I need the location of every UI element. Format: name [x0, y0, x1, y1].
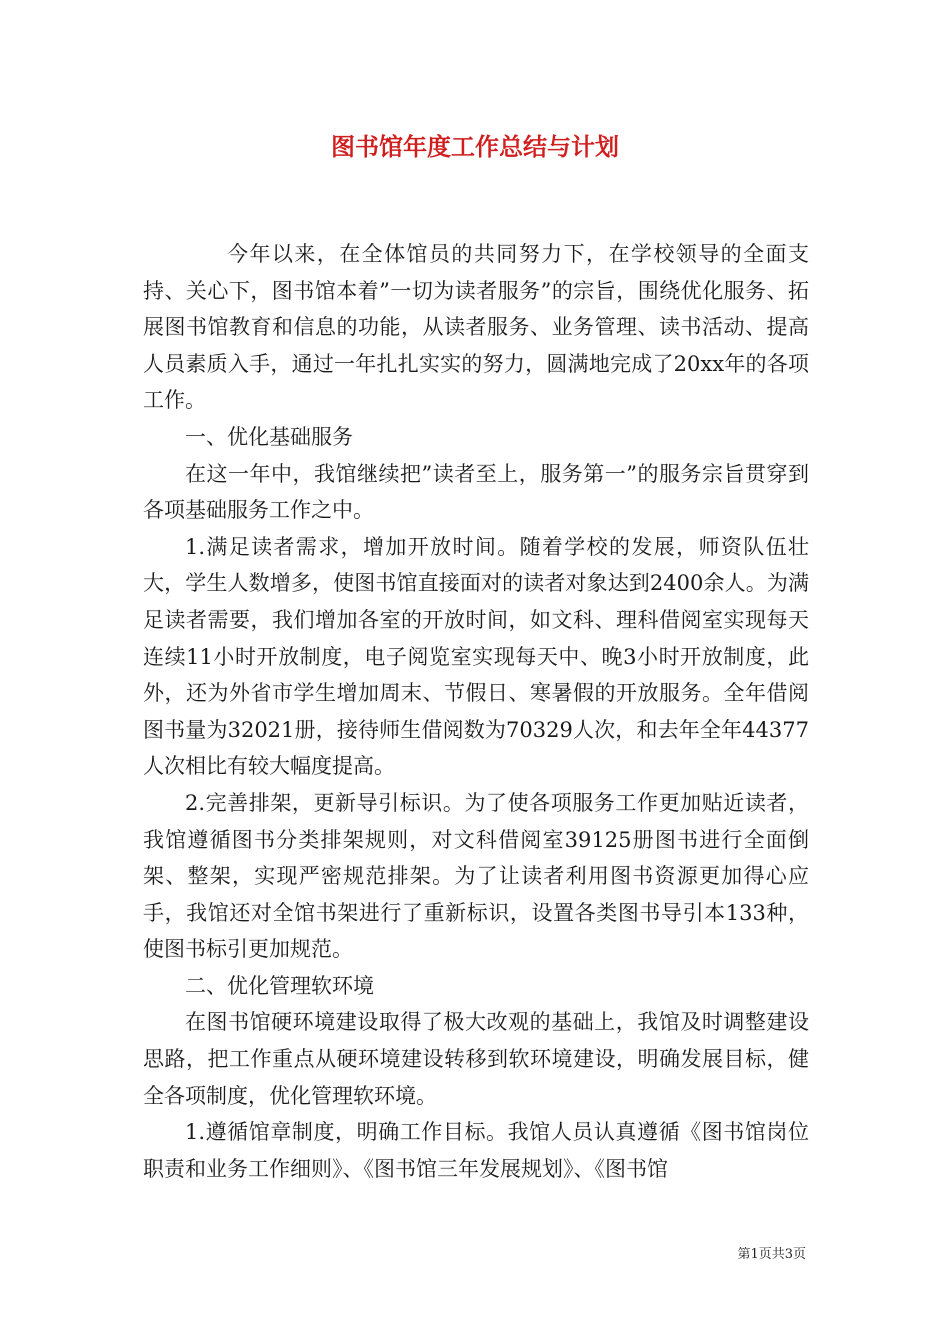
paragraph-item-1-2: 2.完善排架，更新导引标识。为了使各项服务工作更加贴近读者，我馆遵循图书分类排架规则，对文科借阅室39125册图书进行全面倒架、整架，实现严密规范排架。为了让读者利用图书资源更加得心应手，我馆还对全馆书架进行了重新标识，设置各类图书导引本133种，使图书标引更加规范。: [143, 790, 809, 962]
paragraph-section-1-intro: 在这一年中，我馆继续把”读者至上，服务第一”的服务宗旨贯穿到各项基础服务工作之中。: [143, 461, 809, 523]
paragraph-section-2-intro: 在图书馆硬环境建设取得了极大改观的基础上，我馆及时调整建设思路，把工作重点从硬环境建设转移到软环境建设，明确发展目标，健全各项制度，优化管理软环境。: [143, 1010, 809, 1108]
document-title: 图书馆年度工作总结与计划: [331, 132, 619, 161]
paragraph-item-2-1: 1.遵循馆章制度，明确工作目标。我馆人员认真遵循《图书馆岗位职责和业务工作细则》、《图书馆三年发展规划》、《图书馆: [143, 1120, 809, 1181]
paragraph-intro: 今年以来，在全体馆员的共同努力下，在学校领导的全面支持、关心下，图书馆本着”一切为读者服务”的宗旨，围绕优化服务、拓展图书馆教育和信息的功能，从读者服务、业务管理、读书活动、提高人员素质入手，通过一年扎扎实实的努力，圆满地完成了20xx年的各项工作。: [143, 242, 809, 413]
page-number-footer: 第1页共3页: [737, 1247, 806, 1262]
section-heading-1: 一、优化基础服务: [185, 424, 353, 449]
paragraph-item-1-1: 1.满足读者需求，增加开放时间。随着学校的发展，师资队伍壮大，学生人数增多，使图书馆直接面对的读者对象达到2400余人。为满足读者需要，我们增加各室的开放时间，如文科、理科借阅室实现每天连续11小时开放制度，电子阅览室实现每天中、晚3小时开放制度，此外，还为外省市学生增加周末、节假日、寒暑假的开放服务。全年借阅图书量为32021册，接待师生借阅数为70329人次，和去年全年44377人次相比有较大幅度提高。: [143, 534, 809, 779]
document-body: [143, 236, 809, 1187]
section-heading-2: 二、优化管理软环境: [185, 973, 374, 998]
